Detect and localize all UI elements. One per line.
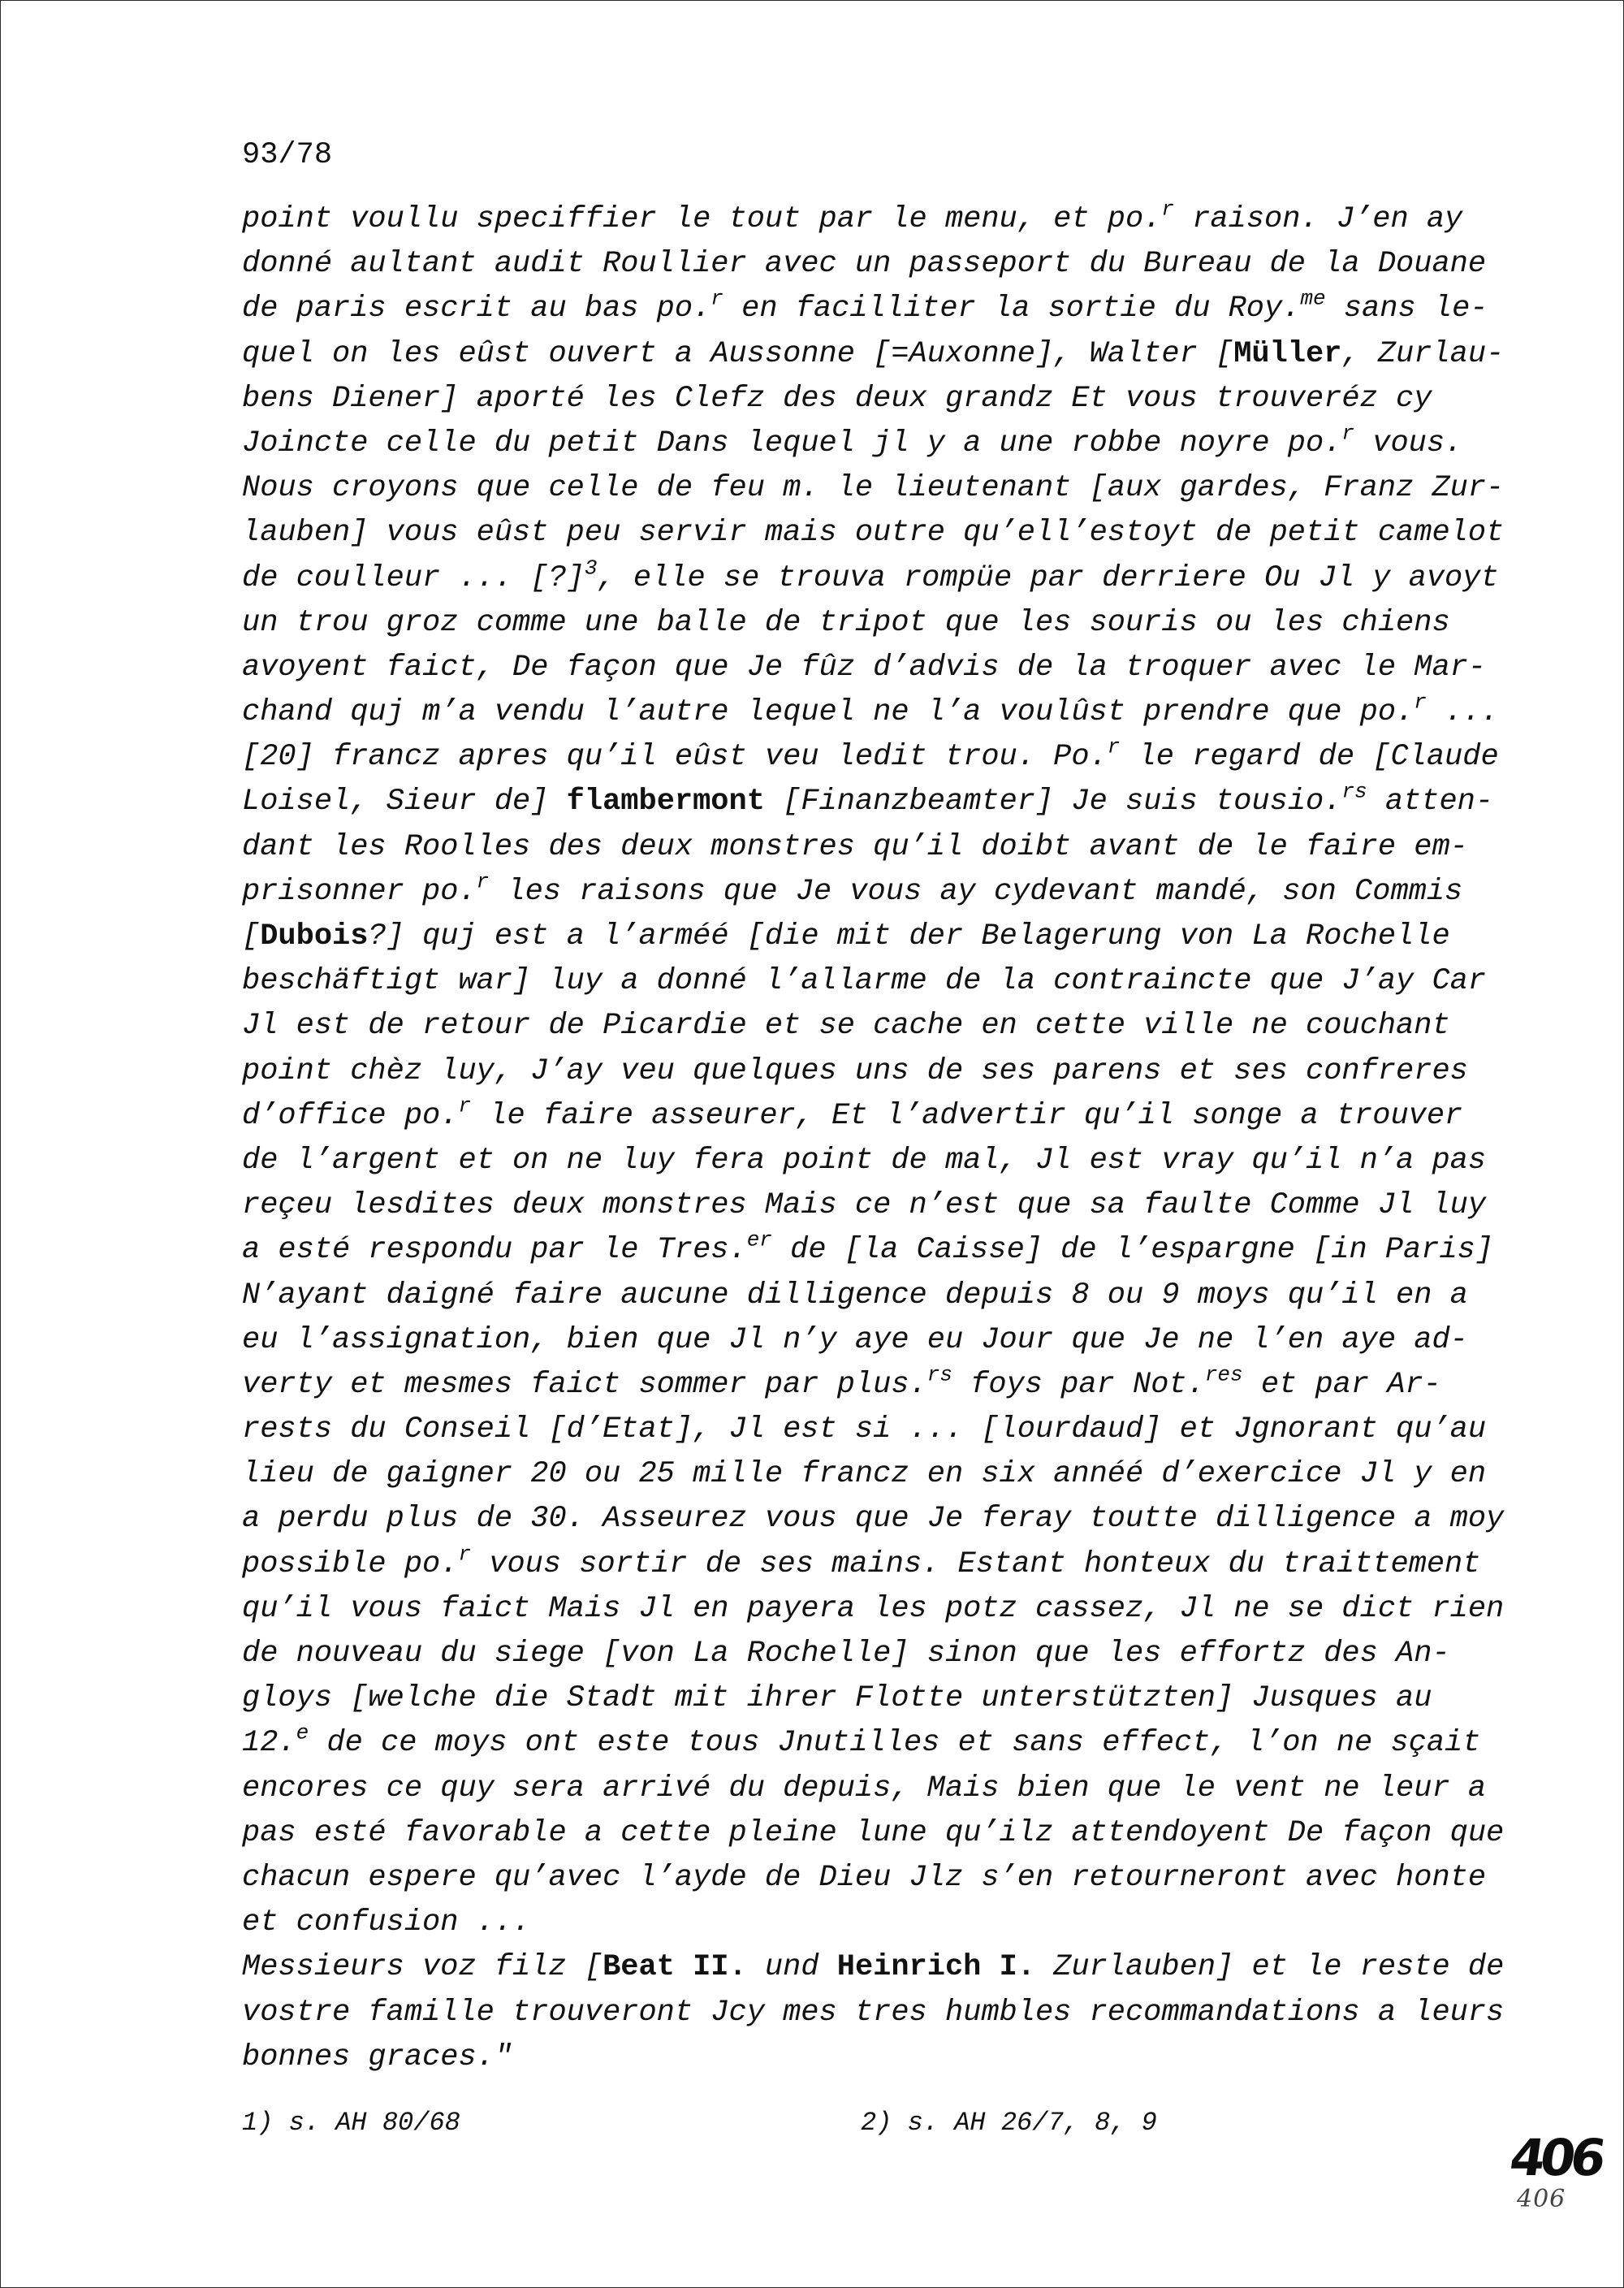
text-segment: le regard de [Claude	[1120, 740, 1499, 775]
text-line	[242, 1811, 1505, 1856]
superscript: res	[1204, 1362, 1243, 1387]
text-segment: possible po.	[242, 1546, 459, 1581]
text-line	[242, 870, 1492, 915]
text-segment: lauben] vous eûst peu servir mais outre qu’ell’estoyt de petit camelot	[242, 516, 1505, 551]
text-line	[242, 1318, 1492, 1363]
text-segment: a esté respondu par le Tres.	[242, 1233, 747, 1268]
text-segment: eu l’assignation, bien que Jl n’y aye eu Jour que Je ne l’en aye ad-	[242, 1322, 1468, 1357]
text-segment: lieu de gaigner 20 ou 25 mille francz en six annéé d’exercice Jl y en	[242, 1457, 1487, 1492]
text-line	[242, 1274, 1492, 1318]
text-segment: rests du Conseil [d’Etat], Jl est si ... [lourdaud] et Jgnorant qu’au	[242, 1412, 1487, 1447]
text-segment: verty et mesmes faict sommer par plus.	[242, 1367, 927, 1402]
text-line	[242, 1139, 1492, 1183]
text-segment: Messieurs voz filz [	[242, 1950, 603, 1985]
superscript: r	[1107, 734, 1121, 759]
text-line	[242, 1094, 1492, 1139]
footnote-1: 1) s. AH 80/68	[242, 2108, 460, 2138]
superscript: r	[476, 869, 490, 894]
text-segment: encores ce quy sera arrivé du depuis, Mais bien que le vent ne leur a	[242, 1771, 1487, 1806]
text-segment: dant les Roolles des deux monstres qu’il doibt avant de le faire em-	[242, 829, 1468, 864]
text-line	[242, 1497, 1505, 1542]
page-number-handwritten: 406	[1517, 2185, 1566, 2213]
text-segment: gloys [welche die Stadt mit ihrer Flotte unterstützten] Jusques au	[242, 1681, 1432, 1716]
text-line	[242, 915, 1492, 959]
text-line	[242, 242, 1492, 287]
superscript: me	[1300, 287, 1326, 312]
text-segment: donné aultant audit Roullier avec un passeport du Bureau de la Douane	[242, 247, 1487, 282]
text-segment: de ce moys ont este tous Jnutilles et sans effect, l’on ne sçait	[309, 1726, 1481, 1761]
text-line	[242, 287, 1492, 331]
superscript: r	[710, 287, 723, 312]
text-segment: un trou groz comme une balle de tripot que les souris ou les chiens	[242, 605, 1450, 640]
text-segment: vous sortir de ses mains. Estant honteux du traittement	[471, 1546, 1481, 1581]
text-line	[242, 1856, 1492, 1901]
page-reference: 93/78	[242, 138, 333, 172]
bold-name: Beat II.	[603, 1950, 747, 1985]
page-number-stamp: 406	[1505, 2128, 1605, 2187]
text-segment: ?] quj est a l’arméé [die mit der Belagerung von La Rochelle	[368, 919, 1450, 954]
text-line	[242, 734, 1499, 780]
text-segment: pas esté favorable a cette pleine lune qu’ilz attendoyent De façon que	[242, 1815, 1505, 1850]
text-segment: [Finanzbeamter] Je suis tousio.	[764, 785, 1342, 820]
bold-name: Heinrich I.	[836, 1950, 1035, 1985]
letter-body-text	[242, 197, 1505, 2080]
text-line	[242, 1363, 1492, 1408]
text-line	[242, 1183, 1492, 1228]
text-line	[242, 377, 1492, 422]
text-segment: qu’il vous faict Mais Jl en payera les potz cassez, Jl ne se dict rien	[242, 1591, 1505, 1626]
text-line	[242, 1049, 1492, 1094]
text-segment: Nous croyons que celle de feu m. le lieutenant [aux gardes, Franz Zur-	[242, 471, 1505, 506]
text-segment: le faire asseurer, Et l’advertir qu’il songe a trouver	[471, 1098, 1463, 1133]
text-segment: avoyent faict, De façon que Je fûz d’advis de la troquer avec le Mar-	[242, 650, 1487, 685]
text-segment: Joincte celle du petit Dans lequel jl y a une robbe noyre po.	[242, 426, 1342, 461]
text-line	[242, 780, 1492, 824]
text-line	[242, 1228, 1492, 1273]
bold-name: Dubois	[260, 919, 369, 954]
text-line	[242, 1542, 1492, 1587]
text-segment: foys par Not.	[952, 1367, 1205, 1402]
text-line	[242, 1452, 1492, 1497]
text-segment: bens Diener] aporté les Clefz des deux grandz Et vous trouveréz cy	[242, 381, 1432, 416]
text-segment: d’office po.	[242, 1098, 459, 1133]
text-line	[242, 2035, 1492, 2080]
superscript: r	[458, 1093, 472, 1118]
text-segment: a perdu plus de 30. Asseurez vous que Je feray toutte dilligence a moy	[242, 1502, 1505, 1537]
text-line	[242, 1901, 1492, 1945]
superscript: er	[746, 1228, 772, 1253]
text-line	[242, 1632, 1492, 1676]
text-segment: , elle se trouva rompüe par derriere Ou Jl y avoyt	[597, 560, 1499, 595]
superscript: rs	[1341, 780, 1367, 805]
text-line	[242, 1004, 1492, 1049]
superscript: rs	[926, 1362, 952, 1387]
text-segment: reçeu lesdites deux monstres Mais ce n’est que sa faulte Comme Jl luy	[242, 1188, 1487, 1223]
text-segment: point chèz luy, J’ay veu quelques uns de ses parens et ses confreres	[242, 1053, 1468, 1088]
text-segment: [20] francz apres qu’il eûst veu ledit trou. Po.	[242, 740, 1108, 775]
text-segment: , Zurlau-	[1341, 336, 1505, 371]
text-line	[242, 1945, 1505, 1990]
text-segment: N’ayant daigné faire aucune dilligence depuis 8 ou 9 moys qu’il en a	[242, 1278, 1468, 1313]
text-segment: 12.	[242, 1726, 296, 1761]
text-segment: de [la Caisse] de l’espargne [in Paris]	[771, 1233, 1494, 1268]
text-segment: les raisons que Je vous ay cydevant mandé, son Commis	[489, 874, 1463, 909]
superscript: e	[296, 1721, 309, 1746]
text-line	[242, 1991, 1505, 2035]
text-segment: de l’argent et on ne luy fera point de mal, Jl est vray qu’il n’a pas	[242, 1143, 1487, 1178]
text-segment: raison. J’en ay	[1174, 202, 1463, 236]
text-line	[242, 1408, 1492, 1452]
text-line	[242, 511, 1505, 556]
text-segment: et confusion ...	[242, 1905, 531, 1940]
text-segment: [	[242, 919, 261, 954]
text-line	[242, 1587, 1505, 1632]
text-line	[242, 690, 1499, 735]
text-segment: vostre famille trouveront Jcy mes tres humbles recommandations a leurs	[242, 1995, 1505, 2030]
text-segment: atten-	[1367, 785, 1494, 820]
text-line	[242, 332, 1505, 377]
text-segment: de paris escrit au bas po.	[242, 292, 711, 327]
text-segment: chacun espere qu’avec l’ayde de Dieu Jlz s’en retourneront avec honte	[242, 1860, 1487, 1895]
text-segment: bonnes graces."	[242, 2039, 513, 2074]
text-line	[242, 646, 1492, 690]
superscript: r	[1341, 421, 1355, 446]
text-segment: et par Ar-	[1242, 1367, 1441, 1402]
footnote-2: 2) s. AH 26/7, 8, 9	[861, 2108, 1157, 2138]
superscript: 3	[584, 556, 598, 581]
text-line	[242, 1676, 1492, 1721]
text-segment: prisonner po.	[242, 874, 477, 909]
text-line	[242, 1767, 1492, 1811]
text-segment: vous.	[1354, 426, 1463, 461]
text-segment: quel on les eûst ouvert a Aussonne [=Auxonne], Walter [	[242, 336, 1234, 371]
text-line	[242, 466, 1505, 511]
text-segment: de coulleur ... [?]	[242, 560, 585, 595]
text-segment: en facilliter la sortie du Roy.	[723, 292, 1301, 327]
text-segment: point voullu speciffier le tout par le menu, et po.	[242, 202, 1162, 236]
text-line	[242, 959, 1492, 1004]
text-line	[242, 422, 1492, 466]
bold-name: flambermont	[566, 785, 765, 820]
text-segment: ...	[1426, 695, 1499, 730]
superscript: r	[1414, 690, 1427, 715]
superscript: r	[458, 1542, 472, 1567]
text-line	[242, 1721, 1492, 1766]
text-segment: Jl est de retour de Picardie et se cache en cette ville ne couchant	[242, 1009, 1450, 1044]
text-segment: chand quj m’a vendu l’autre lequel ne l’a voulûst prendre que po.	[242, 695, 1415, 730]
text-segment: Loisel, Sieur de]	[242, 785, 567, 820]
text-line	[242, 197, 1492, 242]
text-line	[242, 556, 1499, 601]
superscript: r	[1161, 197, 1174, 222]
text-segment: Zurlauben] et le reste de	[1035, 1950, 1505, 1985]
text-line	[242, 825, 1492, 870]
text-segment: de nouveau du siege [von La Rochelle] sinon que les effortz des An-	[242, 1637, 1450, 1671]
text-segment: sans le-	[1325, 292, 1488, 327]
text-segment: beschäftigt war] luy a donné l’allarme de la contraincte que J’ay Car	[242, 964, 1487, 999]
bold-name: Müller	[1233, 336, 1342, 371]
text-line	[242, 601, 1492, 646]
text-segment: und	[746, 1950, 837, 1985]
